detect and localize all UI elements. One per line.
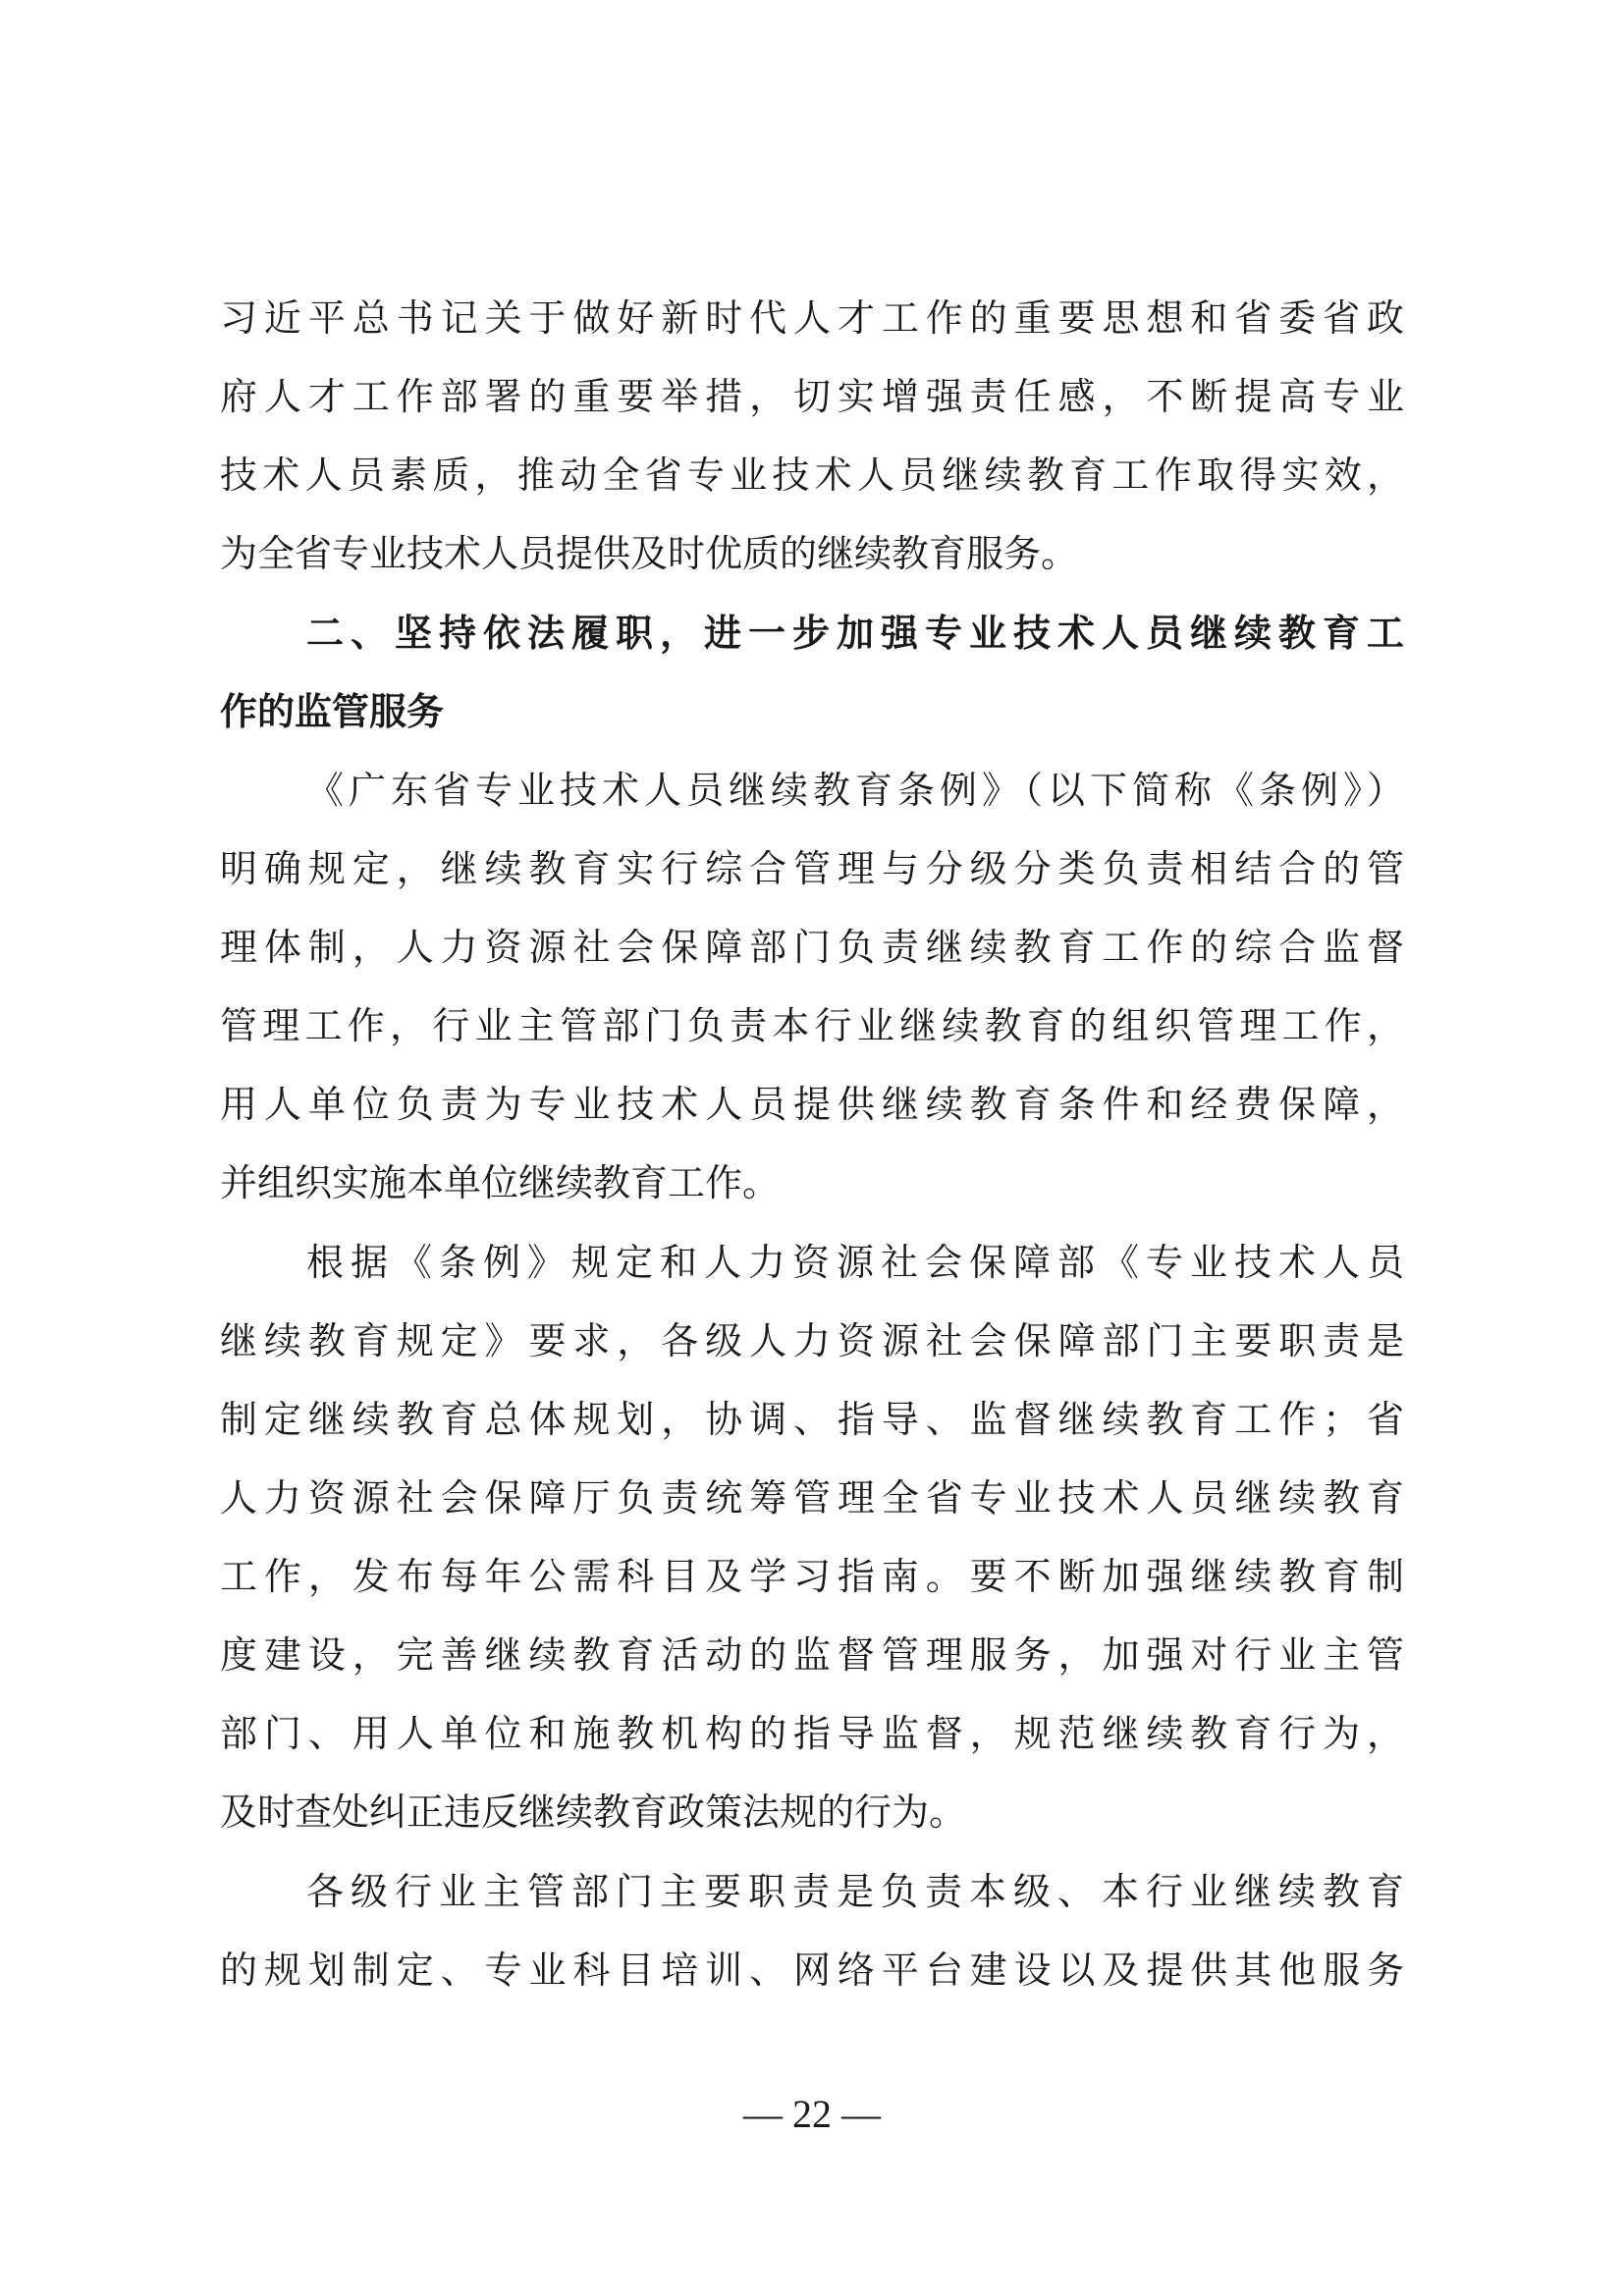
paragraph-line: 管理工作，行业主管部门负责本行业继续教育的组织管理工作， <box>220 1004 1404 1047</box>
paragraph-line: 度建设，完善继续教育活动的监督管理服务，加强对行业主管 <box>220 1633 1404 1677</box>
paragraph-line: 及时查处纠正违反继续教育政策法规的行为。 <box>220 1790 967 1834</box>
paragraph-line: 工作，发布每年公需科目及学习指南。要不断加强继续教育制 <box>220 1555 1404 1598</box>
paragraph-line: 部门、用人单位和施教机构的指导监督，规范继续教育行为， <box>220 1712 1404 1755</box>
paragraph-line: 的规划制定、专业科目培训、网络平台建设以及提供其他服务 <box>220 1949 1404 1992</box>
paragraph-line: 《广东省专业技术人员继续教育条例》（以下简称《条例》） <box>306 769 1404 812</box>
page-number: — 22 — <box>743 2092 881 2136</box>
paragraph-line: 根据《条例》规定和人力资源社会保障部《专业技术人员 <box>306 1241 1404 1284</box>
paragraph-line: 继续教育规定》要求，各级人力资源社会保障部门主要职责是 <box>220 1319 1404 1362</box>
paragraph-line: 明确规定，继续教育实行综合管理与分级分类负责相结合的管 <box>220 847 1404 890</box>
paragraph-line: 制定继续教育总体规划，协调、指导、监督继续教育工作；省 <box>220 1398 1404 1441</box>
section-heading: 作的监管服务 <box>220 690 445 733</box>
paragraph-line: 人力资源社会保障厅负责统筹管理全省专业技术人员继续教育 <box>220 1476 1404 1520</box>
body-line: 府人才工作部署的重要举措，切实增强责任感，不断提高专业 <box>220 375 1404 418</box>
paragraph-line: 用人单位负责为专业技术人员提供继续教育条件和经费保障， <box>220 1083 1404 1126</box>
section-heading: 二、坚持依法履职，进一步加强专业技术人员继续教育工 <box>306 612 1404 655</box>
paragraph-line: 各级行业主管部门主要职责是负责本级、本行业继续教育 <box>306 1870 1404 1913</box>
body-line: 为全省专业技术人员提供及时优质的继续教育服务。 <box>220 532 1079 575</box>
body-line: 习近平总书记关于做好新时代人才工作的重要思想和省委省政 <box>220 296 1404 340</box>
paragraph-line: 理体制，人力资源社会保障部门负责继续教育工作的综合监督 <box>220 926 1404 969</box>
paragraph-line: 并组织实施本单位继续教育工作。 <box>220 1161 781 1204</box>
body-line: 技术人员素质，推动全省专业技术人员继续教育工作取得实效， <box>220 454 1404 497</box>
